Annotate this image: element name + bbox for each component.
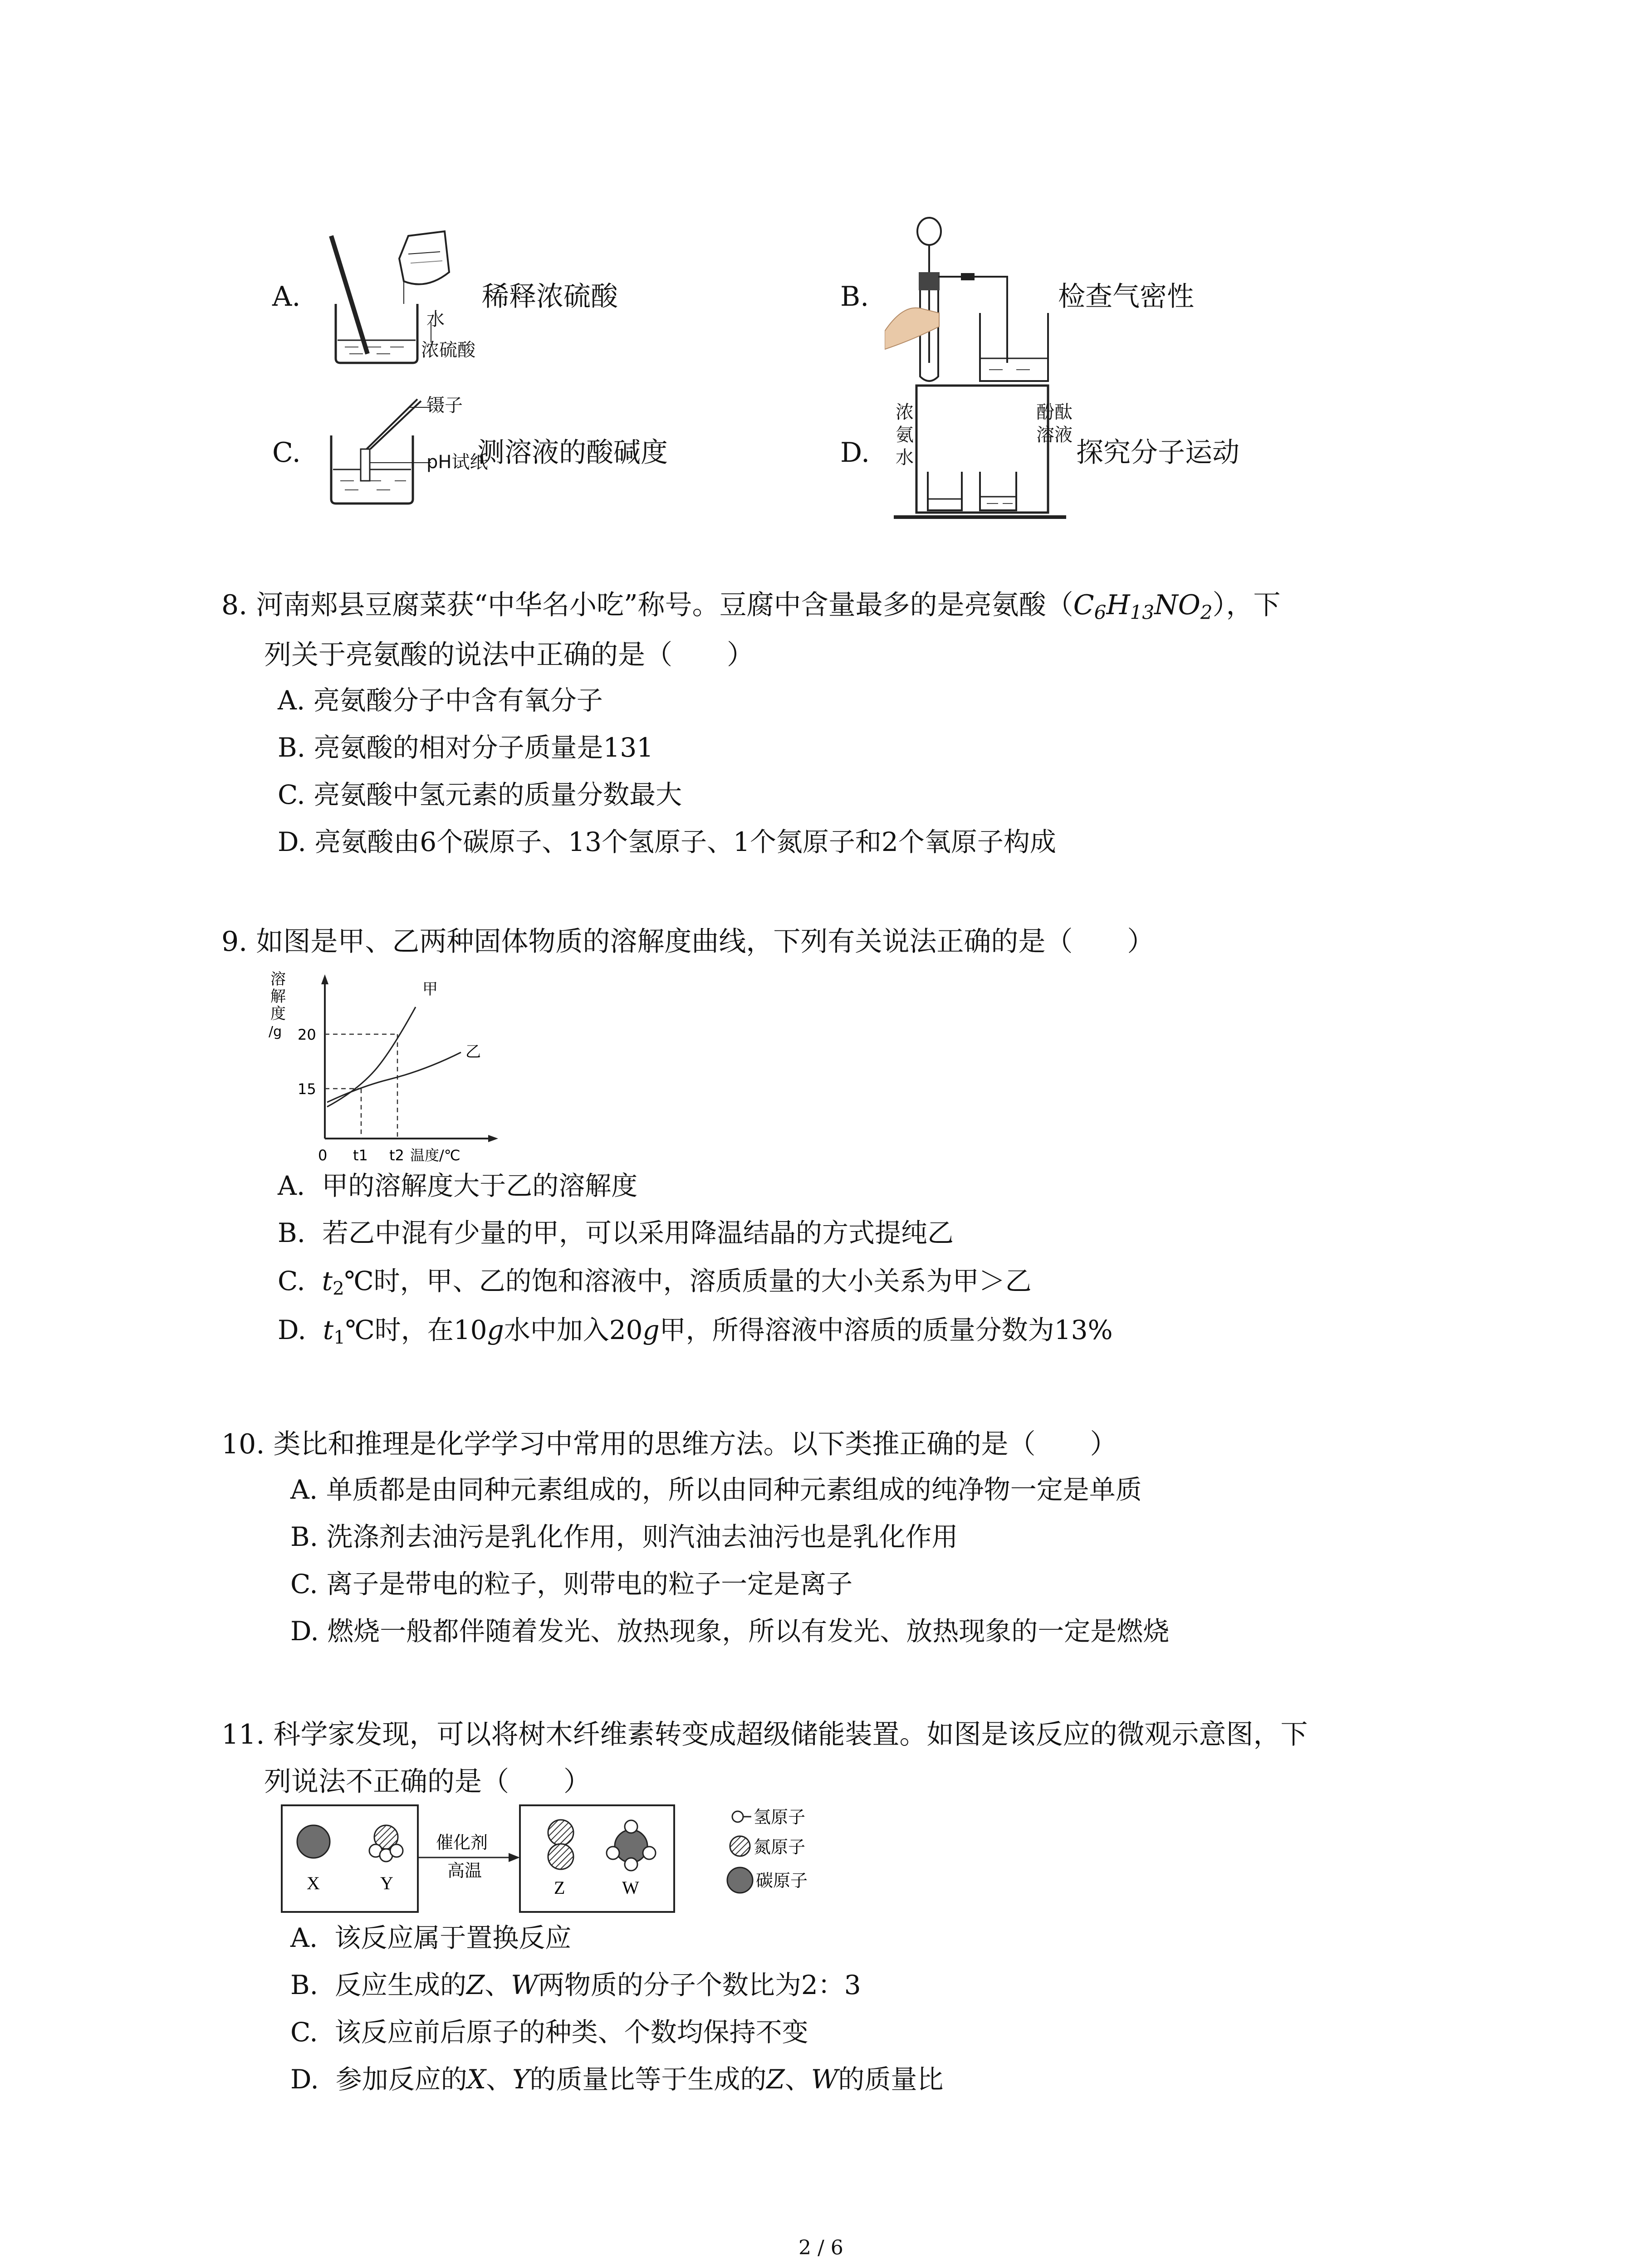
q8-option-b: B. 亮氨酸的相对分子质量是131 [278, 732, 654, 763]
graph-ylabel-1: 溶 [270, 970, 286, 988]
graph-xtick-t2: t2 [389, 1147, 404, 1164]
q8-formula: $C_6H_{13}NO_2$ [1073, 589, 1213, 624]
q9-option-d: D. $t_1℃$时，在10g水中加入20g甲，所得溶液中溶质的质量分数为13% [278, 1315, 1113, 1349]
q8-option-a: A. 亮氨酸分子中含有氧分子 [278, 685, 603, 716]
legend-carbon: 碳原子 [756, 1871, 808, 1891]
graph-ylabel-3: 度 [270, 1005, 286, 1023]
label-catalyst: 催化剂 [436, 1833, 488, 1853]
q11-option-b: B. 反应生成的Z、W两物质的分子个数比为2：3 [290, 1970, 861, 2000]
q7-b-diagram [885, 213, 1066, 395]
legend-nitrogen: 氮原子 [754, 1837, 806, 1857]
q7-option-b-letter: B. [840, 281, 869, 313]
graph-ylabel-4: /g [269, 1024, 282, 1040]
label-y: Y [380, 1873, 393, 1893]
q10-option-d: D. 燃烧一般都伴随着发光、放热现象，所以有发光、放热现象的一定是燃烧 [290, 1616, 1170, 1647]
graph-label-jia: 甲 [422, 980, 438, 998]
legend-hydrogen: 氢原子 [754, 1807, 806, 1827]
q9-option-b: B. 若乙中混有少量的甲，可以采用降温结晶的方式提纯乙 [278, 1217, 954, 1248]
q7-option-c-letter: C. [272, 437, 301, 469]
q11-option-a: A. 该反应属于置换反应 [290, 1922, 572, 1953]
curve-jia [327, 1007, 416, 1107]
q7-option-c-caption: 测溶液的酸碱度 [477, 437, 668, 469]
graph-xlabel: 温度/℃ [410, 1147, 460, 1164]
q9-stem: 9. 如图是甲、乙两种固体物质的溶解度曲线，下列有关说法正确的是（ ） [221, 926, 1155, 958]
graph-xtick-0: 0 [318, 1147, 328, 1164]
q9-solubility-graph [266, 966, 502, 1166]
q7-c-label-ph-paper: pH试纸 [426, 452, 488, 473]
q8-stem-line2: 列关于亮氨酸的说法中正确的是（ ） [264, 639, 754, 671]
label-high-temp: 高温 [447, 1861, 482, 1881]
graph-label-yi: 乙 [465, 1043, 481, 1061]
q11-stem-line1: 11. 科学家发现，可以将树木纤维素转变成超级储能装置。如图是该反应的微观示意图，下 [221, 1719, 1308, 1750]
label-x: X [307, 1873, 320, 1893]
q9-option-a: A. 甲的溶解度大于乙的溶解度 [278, 1170, 638, 1201]
graph-ytick-15: 15 [298, 1080, 316, 1098]
q9-option-c: C. $t_2℃$时，甲、乙的饱和溶液中，溶质质量的大小关系为甲＞乙 [278, 1266, 1032, 1300]
q10-option-c: C. 离子是带电的粒子，则带电的粒子一定是离子 [290, 1569, 853, 1599]
q7-d-label-ammonia-1: 浓 [896, 402, 914, 423]
graph-ylabel-2: 解 [270, 987, 286, 1006]
q11-stem-line2: 列说法不正确的是（ ） [264, 1766, 591, 1798]
q7-d-label-ammonia-3: 水 [896, 447, 914, 468]
q10-stem: 10. 类比和推理是化学学习中常用的思维方法。以下类推正确的是（ ） [221, 1428, 1117, 1460]
label-w: W [622, 1877, 639, 1898]
q7-option-d-letter: D. [840, 437, 870, 469]
q8-stem-line1: 8. 河南郏县豆腐菜获“中华名小吃”称号。豆腐中含量最多的是亮氨酸$(C_6H_{13}NO_2)$，下 [221, 589, 1281, 624]
q7-d-label-phenol-1: 酚酞 [1036, 402, 1073, 423]
q8-option-c: C. 亮氨酸中氢元素的质量分数最大 [278, 779, 682, 810]
q7-option-d-caption: 探究分子运动 [1076, 437, 1239, 469]
q7-a-label-water: 水 [426, 309, 445, 330]
q10-option-a: A. 单质都是由同种元素组成的，所以由同种元素组成的纯净物一定是单质 [290, 1474, 1142, 1505]
page-number: 2 / 6 [798, 2236, 843, 2259]
q7-option-b-caption: 检查气密性 [1058, 281, 1194, 313]
q7-d-label-phenol-2: 溶液 [1036, 425, 1073, 445]
q7-d-label-ammonia-2: 氨 [896, 425, 914, 445]
q10-option-b: B. 洗涤剂去油污是乳化作用，则汽油去油污也是乳化作用 [290, 1521, 958, 1552]
label-z: Z [554, 1877, 565, 1898]
q7-c-label-tweezers: 镊子 [426, 395, 463, 416]
q7-a-label-acid: 浓硫酸 [421, 340, 475, 361]
q11-option-c: C. 该反应前后原子的种类、个数均保持不变 [290, 2017, 808, 2048]
q7-option-a-letter: A. [272, 281, 301, 313]
q8-option-d: D. 亮氨酸由6个碳原子、13个氢原子、1个氮原子和2个氧原子构成 [278, 826, 1056, 857]
graph-xtick-t1: t1 [353, 1147, 368, 1164]
q7-option-a-caption: 稀释浓硫酸 [482, 281, 618, 313]
graph-ytick-20: 20 [298, 1026, 316, 1043]
q11-reaction-diagram [279, 1803, 878, 1916]
q11-option-d: D. 参加反应的X、Y的质量比等于生成的Z、W的质量比 [290, 2064, 944, 2095]
